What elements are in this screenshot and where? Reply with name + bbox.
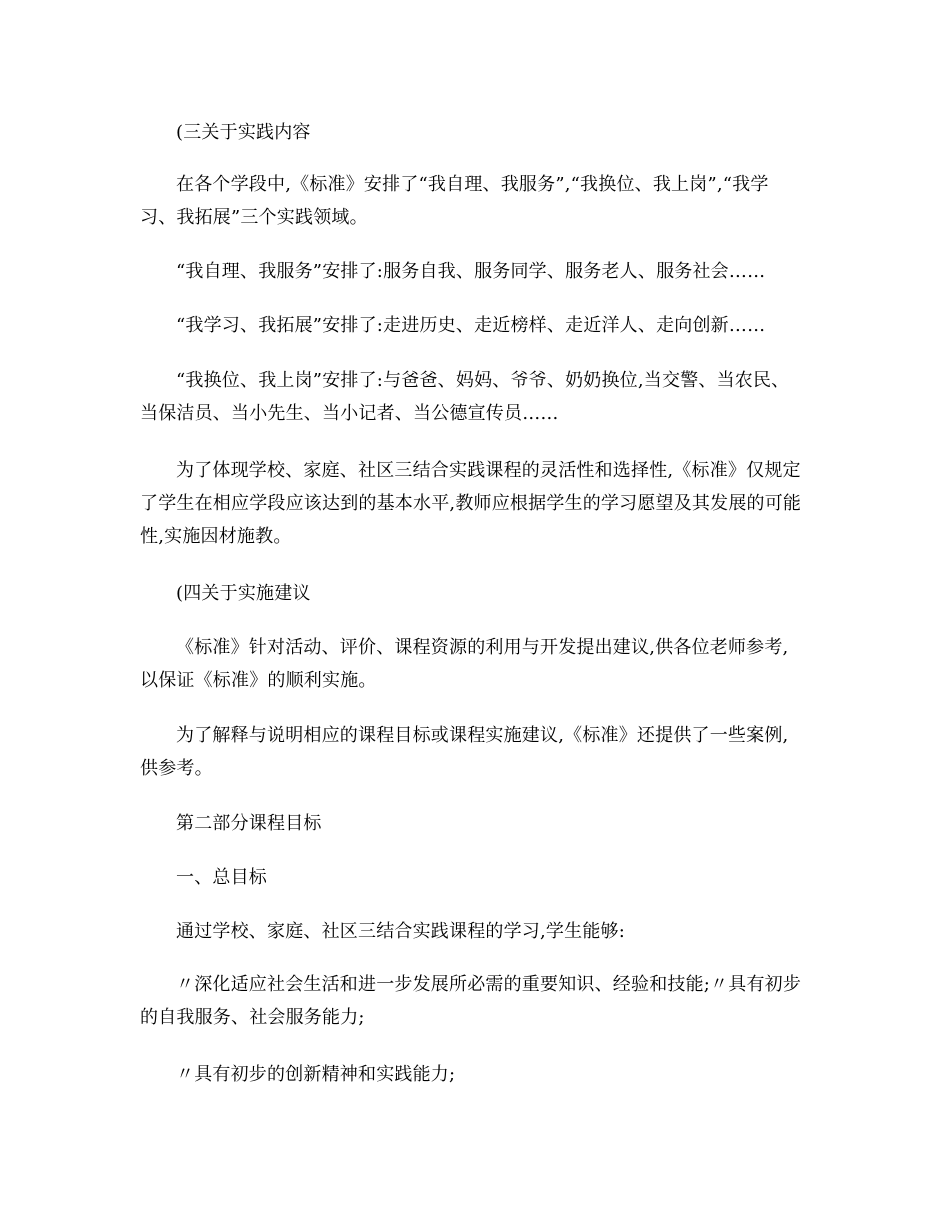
section-heading-practice-content: (三关于实践内容 bbox=[176, 122, 311, 143]
paragraph-cases: 为了解释与说明相应的课程目标或课程实施建议,《标准》还提供了一些案例,供参考。 bbox=[140, 725, 789, 779]
list-item-innovation: 〃具有初步的创新精神和实践能力; bbox=[176, 1064, 456, 1085]
paragraph-students-able: 通过学校、家庭、社区三结合实践课程的学习,学生能够: bbox=[176, 921, 625, 942]
paragraph-self-service: “我自理、我服务”安排了:服务自我、服务同学、服务老人、服务社会…… bbox=[176, 261, 766, 282]
heading-overall-goal: 一、总目标 bbox=[176, 867, 267, 888]
paragraph-suggestions: 《标准》针对活动、评价、课程资源的利用与开发提出建议,供各位老师参考,以保证《标准》的顺利实施。 bbox=[140, 637, 789, 691]
paragraph-role-swap: “我换位、我上岗”安排了:与爸爸、妈妈、爷爷、奶奶换位,当交警、当农民、当保洁员、当小先生、当小记者、当公德宣传员…… bbox=[140, 370, 790, 424]
paragraph-learning-expanding: “我学习、我拓展”安排了:走进历史、走近榜样、走近洋人、走向创新…… bbox=[176, 315, 766, 336]
list-item-knowledge-skills: 〃深化适应社会生活和进一步发展所必需的重要知识、经验和技能;〃具有初步的自我服务、社会服务能力; bbox=[140, 974, 802, 1028]
part-heading-course-goals: 第二部分课程目标 bbox=[176, 813, 322, 834]
paragraph-flexibility: 为了体现学校、家庭、社区三结合实践课程的灵活性和选择性,《标准》仅规定了学生在相应学段应该达到的基本水平,教师应根据学生的学习愿望及其发展的可能性,实施因材施教。 bbox=[140, 460, 802, 547]
paragraph-practice-domains: 在各个学段中,《标准》安排了“我自理、我服务”,“我换位、我上岗”,“我学习、我拓展”三个实践领域。 bbox=[140, 174, 769, 228]
section-heading-implementation: (四关于实施建议 bbox=[176, 583, 311, 604]
